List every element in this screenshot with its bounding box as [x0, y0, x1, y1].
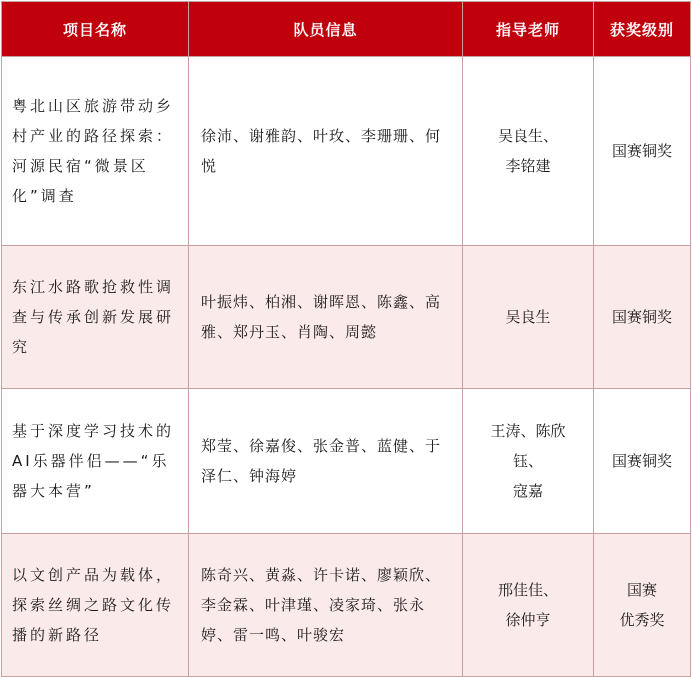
advisor-cell [463, 246, 594, 389]
awards-table [1, 1, 691, 677]
table-row [2, 534, 691, 677]
header-project-name: 项目名称 [2, 2, 189, 57]
advisor-name: 吴良生 [505, 308, 551, 326]
members-cell: 郑莹、徐嘉俊、张金普、蓝健、于泽仁、钟海婷 [189, 389, 463, 534]
advisor-name: 王涛、陈欣 [490, 422, 566, 440]
project-name-cell: 以文创产品为载体，探索丝绸之路文化传播的新路径 [2, 534, 189, 677]
award-level: 优秀奖 [619, 611, 665, 629]
advisor-name: 徐仲亨 [505, 611, 551, 629]
members-cell: 徐沛、谢雅韵、叶玫、李珊珊、何悦 [189, 57, 463, 246]
project-name-cell: 基于深度学习技术的AI乐器伴侣——“乐器大本营” [2, 389, 189, 534]
project-name-cell: 东江水路歌抢救性调查与传承创新发展研究 [2, 246, 189, 389]
advisor-name: 钰、 [512, 452, 543, 470]
award-cell [594, 57, 691, 246]
award-level: 国赛铜奖 [611, 308, 672, 326]
advisor-cell [463, 389, 594, 534]
advisor-name: 邢佳佳、 [497, 581, 558, 599]
advisor-name: 李铭建 [505, 157, 551, 175]
header-advisor: 指导老师 [463, 2, 594, 57]
table-row [2, 389, 691, 534]
advisor-name: 吴良生、 [497, 127, 558, 145]
header-award-level: 获奖级别 [594, 2, 691, 57]
award-cell [594, 246, 691, 389]
award-cell [594, 534, 691, 677]
table-row [2, 246, 691, 389]
table-header-row [2, 2, 691, 57]
project-name-cell: 粤北山区旅游带动乡村产业的路径探索：河源民宿“微景区化”调查 [2, 57, 189, 246]
advisor-cell [463, 57, 594, 246]
members-cell: 叶振炜、柏湘、谢晖恩、陈鑫、高雅、郑丹玉、肖陶、周懿 [189, 246, 463, 389]
award-level: 国赛铜奖 [611, 452, 672, 470]
advisor-cell [463, 534, 594, 677]
award-cell [594, 389, 691, 534]
award-level: 国赛 [626, 581, 657, 599]
advisor-name: 寇嘉 [512, 482, 543, 500]
header-member-info: 队员信息 [189, 2, 463, 57]
table-row [2, 57, 691, 246]
members-cell: 陈奇兴、黄淼、许卡诺、廖颖欣、李金霖、叶津瑾、凌家琦、张永婷、雷一鸣、叶骏宏 [189, 534, 463, 677]
award-level: 国赛铜奖 [611, 142, 672, 160]
